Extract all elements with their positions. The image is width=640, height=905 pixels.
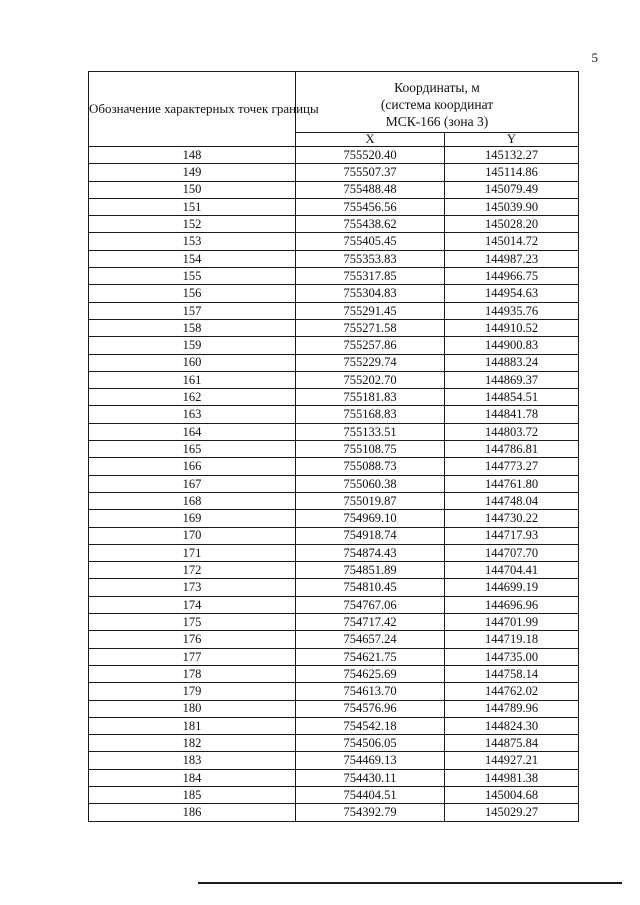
cell-point: 175 <box>89 614 296 631</box>
cell-point: 183 <box>89 752 296 769</box>
cell-x: 754542.18 <box>296 717 445 734</box>
table-row <box>89 475 579 492</box>
cell-y: 145004.68 <box>445 786 579 803</box>
cell-x: 754392.79 <box>296 804 445 821</box>
table-row <box>89 250 579 267</box>
page-number: 5 <box>591 50 598 65</box>
cell-x: 755229.74 <box>296 354 445 371</box>
footer-rule <box>198 882 622 884</box>
cell-y: 144758.14 <box>445 665 579 682</box>
table-row <box>89 164 579 181</box>
cell-point: 154 <box>89 250 296 267</box>
table-row <box>89 198 579 215</box>
table-row <box>89 302 579 319</box>
cell-point: 174 <box>89 596 296 613</box>
table-header-row <box>89 72 579 133</box>
table-row <box>89 458 579 475</box>
cell-y: 144883.24 <box>445 354 579 371</box>
cell-point: 159 <box>89 337 296 354</box>
cell-point: 179 <box>89 683 296 700</box>
table-row <box>89 596 579 613</box>
cell-y: 145039.90 <box>445 198 579 215</box>
cell-point: 168 <box>89 492 296 509</box>
cell-point: 182 <box>89 735 296 752</box>
table-row <box>89 285 579 302</box>
cell-y: 144748.04 <box>445 492 579 509</box>
cell-point: 166 <box>89 458 296 475</box>
cell-y: 145079.49 <box>445 181 579 198</box>
cell-y: 145029.27 <box>445 804 579 821</box>
cell-x: 755060.38 <box>296 475 445 492</box>
table-row <box>89 614 579 631</box>
cell-point: 149 <box>89 164 296 181</box>
cell-x: 754621.75 <box>296 648 445 665</box>
cell-y: 144927.21 <box>445 752 579 769</box>
cell-point: 148 <box>89 147 296 164</box>
table-row <box>89 441 579 458</box>
table-row <box>89 786 579 803</box>
cell-point: 163 <box>89 406 296 423</box>
cell-x: 755271.58 <box>296 319 445 336</box>
table-row <box>89 389 579 406</box>
cell-y: 144701.99 <box>445 614 579 631</box>
cell-x: 754576.96 <box>296 700 445 717</box>
cell-y: 144762.02 <box>445 683 579 700</box>
cell-y: 144900.83 <box>445 337 579 354</box>
cell-point: 153 <box>89 233 296 250</box>
cell-point: 161 <box>89 371 296 388</box>
cell-y: 144717.93 <box>445 527 579 544</box>
coordinates-table <box>88 71 579 822</box>
cell-x: 754969.10 <box>296 510 445 527</box>
cell-y: 144719.18 <box>445 631 579 648</box>
cell-x: 755133.51 <box>296 423 445 440</box>
cell-x: 754469.13 <box>296 752 445 769</box>
table-row <box>89 562 579 579</box>
table-row <box>89 579 579 596</box>
cell-y: 144761.80 <box>445 475 579 492</box>
cell-point: 150 <box>89 181 296 198</box>
cell-y: 144981.38 <box>445 769 579 786</box>
table-row <box>89 354 579 371</box>
header-coordinates-line3: МСК-166 (зона 3) <box>385 114 489 129</box>
cell-x: 755019.87 <box>296 492 445 509</box>
cell-point: 172 <box>89 562 296 579</box>
cell-y: 144966.75 <box>445 268 579 285</box>
header-x: X <box>296 133 445 147</box>
cell-x: 754657.24 <box>296 631 445 648</box>
cell-point: 184 <box>89 769 296 786</box>
cell-y: 144789.96 <box>445 700 579 717</box>
header-coordinates-line1: Координаты, м <box>394 80 480 95</box>
table-row <box>89 752 579 769</box>
table-row <box>89 423 579 440</box>
cell-point: 178 <box>89 665 296 682</box>
table-row <box>89 769 579 786</box>
cell-point: 176 <box>89 631 296 648</box>
cell-point: 167 <box>89 475 296 492</box>
cell-y: 144954.63 <box>445 285 579 302</box>
table-row <box>89 717 579 734</box>
cell-point: 164 <box>89 423 296 440</box>
cell-point: 181 <box>89 717 296 734</box>
cell-x: 755108.75 <box>296 441 445 458</box>
cell-x: 755507.37 <box>296 164 445 181</box>
cell-point: 160 <box>89 354 296 371</box>
cell-y: 144854.51 <box>445 389 579 406</box>
cell-x: 755438.62 <box>296 216 445 233</box>
table-row <box>89 371 579 388</box>
cell-x: 755168.83 <box>296 406 445 423</box>
cell-x: 755405.45 <box>296 233 445 250</box>
cell-point: 169 <box>89 510 296 527</box>
cell-point: 155 <box>89 268 296 285</box>
cell-x: 754717.42 <box>296 614 445 631</box>
cell-y: 144803.72 <box>445 423 579 440</box>
cell-point: 180 <box>89 700 296 717</box>
cell-x: 755257.86 <box>296 337 445 354</box>
header-coordinates <box>296 72 579 133</box>
table-row <box>89 665 579 682</box>
cell-point: 177 <box>89 648 296 665</box>
cell-x: 754851.89 <box>296 562 445 579</box>
cell-y: 144704.41 <box>445 562 579 579</box>
cell-y: 145014.72 <box>445 233 579 250</box>
cell-x: 754625.69 <box>296 665 445 682</box>
cell-x: 755520.40 <box>296 147 445 164</box>
cell-point: 151 <box>89 198 296 215</box>
cell-y: 145114.86 <box>445 164 579 181</box>
table-row <box>89 527 579 544</box>
cell-point: 171 <box>89 544 296 561</box>
cell-point: 158 <box>89 319 296 336</box>
cell-y: 144699.19 <box>445 579 579 596</box>
table-body <box>89 147 579 822</box>
cell-y: 144841.78 <box>445 406 579 423</box>
cell-y: 144735.00 <box>445 648 579 665</box>
cell-x: 754810.45 <box>296 579 445 596</box>
cell-y: 144773.27 <box>445 458 579 475</box>
cell-point: 170 <box>89 527 296 544</box>
cell-x: 755456.56 <box>296 198 445 215</box>
table-row <box>89 233 579 250</box>
cell-x: 754430.11 <box>296 769 445 786</box>
cell-y: 144935.76 <box>445 302 579 319</box>
cell-y: 144786.81 <box>445 441 579 458</box>
cell-y: 144910.52 <box>445 319 579 336</box>
cell-point: 165 <box>89 441 296 458</box>
cell-x: 755488.48 <box>296 181 445 198</box>
header-point-label: Обозначение характерных точек границы <box>89 72 296 147</box>
cell-point: 157 <box>89 302 296 319</box>
cell-y: 144824.30 <box>445 717 579 734</box>
table-row <box>89 631 579 648</box>
cell-x: 754918.74 <box>296 527 445 544</box>
table-row <box>89 544 579 561</box>
cell-y: 145028.20 <box>445 216 579 233</box>
table-row <box>89 181 579 198</box>
table-row <box>89 147 579 164</box>
table-row <box>89 268 579 285</box>
cell-x: 755304.83 <box>296 285 445 302</box>
table-row <box>89 683 579 700</box>
table-row <box>89 406 579 423</box>
cell-x: 754874.43 <box>296 544 445 561</box>
cell-point: 152 <box>89 216 296 233</box>
cell-x: 755353.83 <box>296 250 445 267</box>
cell-point: 156 <box>89 285 296 302</box>
table-row <box>89 216 579 233</box>
cell-point: 162 <box>89 389 296 406</box>
cell-x: 755181.83 <box>296 389 445 406</box>
cell-x: 755202.70 <box>296 371 445 388</box>
cell-y: 144730.22 <box>445 510 579 527</box>
cell-y: 144869.37 <box>445 371 579 388</box>
table-row <box>89 337 579 354</box>
cell-y: 145132.27 <box>445 147 579 164</box>
cell-point: 186 <box>89 804 296 821</box>
cell-x: 755088.73 <box>296 458 445 475</box>
table-row <box>89 700 579 717</box>
table-row <box>89 735 579 752</box>
cell-x: 754506.05 <box>296 735 445 752</box>
cell-x: 754404.51 <box>296 786 445 803</box>
cell-y: 144987.23 <box>445 250 579 267</box>
header-y: Y <box>445 133 579 147</box>
table-row <box>89 510 579 527</box>
table-row <box>89 804 579 821</box>
header-coordinates-line2: (система координат <box>380 97 494 112</box>
cell-y: 144875.84 <box>445 735 579 752</box>
cell-point: 173 <box>89 579 296 596</box>
cell-x: 754613.70 <box>296 683 445 700</box>
cell-x: 755317.85 <box>296 268 445 285</box>
table-row <box>89 648 579 665</box>
cell-point: 185 <box>89 786 296 803</box>
table-row <box>89 319 579 336</box>
cell-x: 755291.45 <box>296 302 445 319</box>
cell-y: 144696.96 <box>445 596 579 613</box>
cell-y: 144707.70 <box>445 544 579 561</box>
table-row <box>89 492 579 509</box>
cell-x: 754767.06 <box>296 596 445 613</box>
